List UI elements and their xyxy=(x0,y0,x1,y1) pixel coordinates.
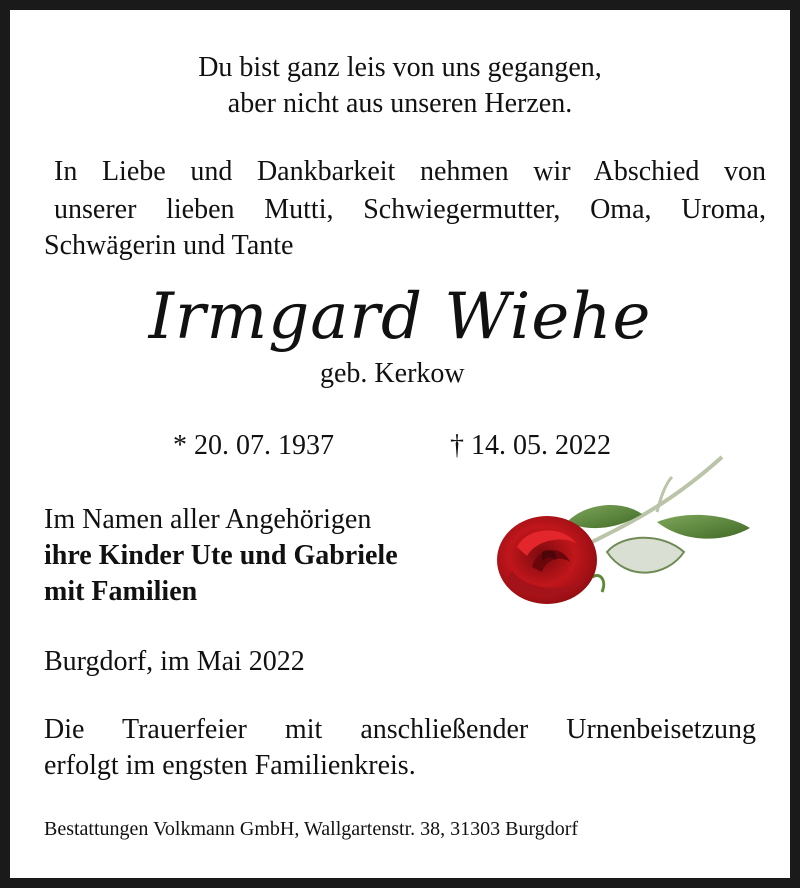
mourners-line-2: ihre Kinder Ute und Gabriele xyxy=(44,540,398,571)
intro-line-1: In Liebe und Dankbarkeit nehmen wir Abschied von xyxy=(54,156,766,187)
mourners-line-3: mit Familien xyxy=(44,576,198,607)
maiden-name: geb. Kerkow xyxy=(320,358,465,389)
intro-line-3: Schwägerin und Tante xyxy=(44,230,294,261)
ceremony-line-1: Die Trauerfeier mit anschließender Urnenbeisetzung xyxy=(44,714,756,745)
poem-line-2: aber nicht aus unseren Herzen. xyxy=(227,88,573,119)
deceased-name: Irmgard Wiehe xyxy=(148,280,652,354)
death-date: † 14. 05. 2022 xyxy=(450,430,611,461)
rose-image xyxy=(492,452,754,612)
poem-line-1: Du bist ganz leis von uns gegangen, xyxy=(198,52,602,83)
undertaker-address: Bestattungen Volkmann GmbH, Wallgartenstr. 38, 31303 Burgdorf xyxy=(44,818,579,840)
mourners-line-1: Im Namen aller Angehörigen xyxy=(44,504,372,535)
intro-line-2: unserer lieben Mutti, Schwiegermutter, Oma, Uroma, xyxy=(54,194,766,225)
place-date: Burgdorf, im Mai 2022 xyxy=(44,646,305,677)
birth-date: * 20. 07. 1937 xyxy=(173,430,334,461)
ceremony-line-2: erfolgt im engsten Familienkreis. xyxy=(44,750,416,781)
